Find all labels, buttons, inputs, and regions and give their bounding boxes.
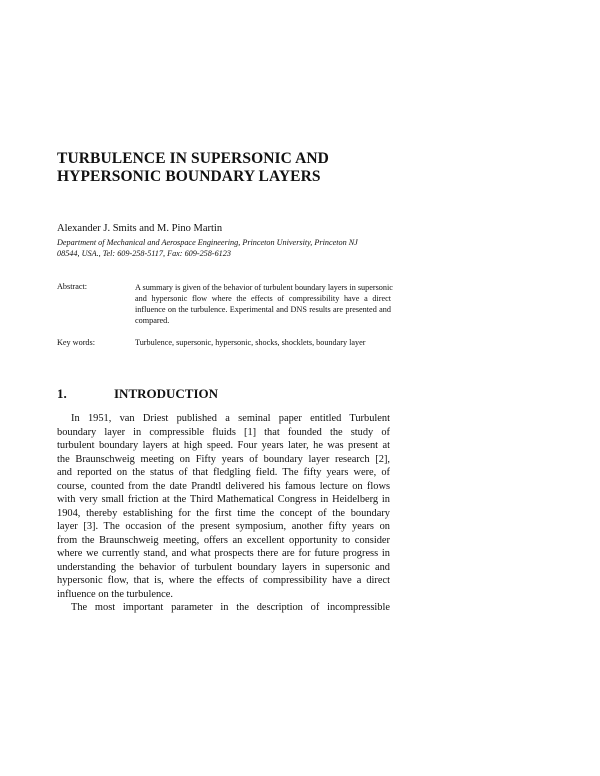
body-line: boundary layer in compressible fluids [1] that founded the study of [57, 426, 390, 438]
body-line: turbulent boundary layers at high speed. Four years later, he was present at [57, 440, 390, 451]
title-line: HYPERSONIC BOUNDARY LAYERS [57, 168, 321, 185]
body-line: and reported on the status of that fledgling field. The fifty years were, of [57, 467, 390, 478]
affiliation-line: Department of Mechanical and Aerospace Engineering, Princeton University, Princeton NJ [57, 238, 358, 247]
abstract-line: influence on the turbulence. Experimental and DNS results are presented and [135, 305, 391, 314]
body-text [57, 412, 390, 615]
abstract-line: and hypersonic flow where the effects of compressibility have a direct [135, 294, 391, 303]
abstract-text [135, 282, 391, 326]
section-title: INTRODUCTION [114, 386, 219, 401]
body-line: the Braunschweig meeting on Fifty years of boundary layer research [2], [57, 453, 390, 465]
body-line: In 1951, van Driest published a seminal paper entitled Turbulent [71, 413, 390, 424]
abstract-line: compared. [135, 316, 170, 325]
body-line: hypersonic flow, that is, where the effects of compressibility have a direct [57, 575, 390, 586]
abstract-line: A summary is given of the behavior of turbulent boundary layers in supersonic [135, 283, 393, 292]
keywords-label: Key words: [57, 338, 95, 347]
body-line: understanding the behavior of turbulent boundary layers in supersonic and [57, 561, 390, 573]
section-number: 1. [57, 386, 67, 401]
body-line: layer [3]. The occasion of the present symposium, another fifty years on [57, 521, 390, 532]
body-line: from the Braunschweig meeting, offers an excellent opportunity to consider [57, 534, 390, 546]
paper-title [57, 150, 477, 186]
keywords: Turbulence, supersonic, hypersonic, shocks, shocklets, boundary layer [135, 338, 366, 347]
body-line: 1904, thereby establishing for the first time the concept of the boundary [57, 507, 390, 519]
affiliation [57, 237, 407, 259]
body-line: influence on the turbulence. [57, 588, 173, 600]
title-line: TURBULENCE IN SUPERSONIC AND [57, 150, 329, 167]
body-line: where we currently stand, and what prospects there are for future progress in [57, 548, 390, 559]
body-line: with very small friction at the Third Mathematical Congress in Heidelberg in [57, 494, 390, 505]
affiliation-line: 08544, USA., Tel: 609-258-5117, Fax: 609-258-6123 [57, 249, 231, 258]
authors: Alexander J. Smits and M. Pino Martin [57, 223, 223, 234]
body-line: course, counted from the date Prandtl delivered his famous lecture on flows [57, 480, 390, 492]
body-line: The most important parameter in the description of incompressible [71, 602, 390, 613]
abstract-label: Abstract: [57, 282, 88, 291]
